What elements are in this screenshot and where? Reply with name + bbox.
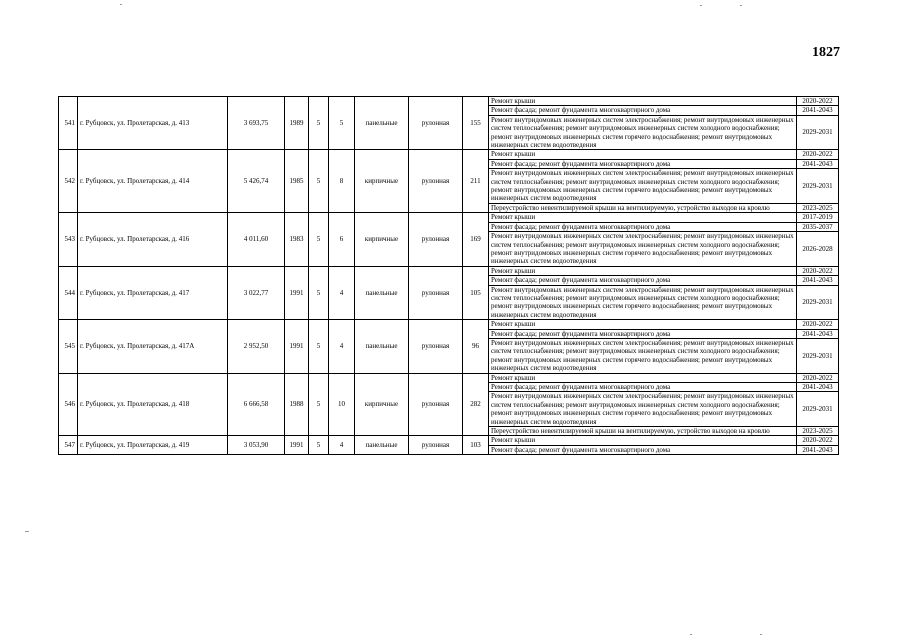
roof-type-cell: рулонная <box>409 97 463 150</box>
entrances-cell: 8 <box>329 150 355 213</box>
page-number: 1827 <box>812 45 840 60</box>
year-cell: 1988 <box>285 373 309 436</box>
residents-cell: 105 <box>463 266 489 319</box>
floors-cell: 5 <box>309 150 329 213</box>
work-description-cell: Ремонт внутридомовых инженерных систем электроснабжения; ремонт внутридомовых инженерных систем теплоснабжения; ремонт внутридомовых инженерных систем холодного водоснабжения; ремонт внутридомовых инженерных систем горячего водоснабжения; ремонт внутридомовых инженерных систем водоотведения <box>489 285 797 320</box>
roof-type-cell: рулонная <box>409 436 463 455</box>
area-cell: 3 022,77 <box>228 266 285 319</box>
work-period-cell: 2029-2031 <box>797 285 839 320</box>
work-period-cell: 2029-2031 <box>797 338 839 373</box>
work-description-cell: Ремонт фасада; ремонт фундамента многоквартирного дома <box>489 106 797 115</box>
work-period-cell: 2035-2037 <box>797 222 839 231</box>
wall-material-cell: панельные <box>355 320 409 373</box>
wall-material-cell: панельные <box>355 97 409 150</box>
work-description-cell: Ремонт фасада; ремонт фундамента многоквартирного дома <box>489 445 797 454</box>
year-cell: 1991 <box>285 320 309 373</box>
work-description-cell: Ремонт фасада; ремонт фундамента многоквартирного дома <box>489 222 797 231</box>
work-description-cell: Ремонт внутридомовых инженерных систем электроснабжения; ремонт внутридомовых инженерных систем теплоснабжения; ремонт внутридомовых инженерных систем холодного водоснабжения; ремонт внутридомовых инженерных систем горячего водоснабжения; ремонт внутридомовых инженерных систем водоотведения <box>489 338 797 373</box>
table-body <box>59 97 839 455</box>
work-description-cell: Ремонт внутридомовых инженерных систем электроснабжения; ремонт внутридомовых инженерных систем теплоснабжения; ремонт внутридомовых инженерных систем холодного водоснабжения; ремонт внутридомовых инженерных систем горячего водоснабжения; ремонт внутридомовых инженерных систем водоотведения <box>489 169 797 204</box>
row-number: 543 <box>59 213 78 266</box>
residents-cell: 96 <box>463 320 489 373</box>
roof-type-cell: рулонная <box>409 373 463 436</box>
address-cell: г. Рубцовск, ул. Пролетарская, д. 413 <box>78 97 228 150</box>
row-number: 545 <box>59 320 78 373</box>
wall-material-cell: панельные <box>355 266 409 319</box>
table-row <box>59 436 839 445</box>
work-period-cell: 2041-2043 <box>797 276 839 285</box>
work-description-cell: Переустройство невентилируемой крыши на вентилируемую, устройство выходов на кровлю <box>489 203 797 212</box>
table-row <box>59 320 839 329</box>
floors-cell: 5 <box>309 436 329 455</box>
floors-cell: 5 <box>309 373 329 436</box>
address-cell: г. Рубцовск, ул. Пролетарская, д. 417А <box>78 320 228 373</box>
entrances-cell: 6 <box>329 213 355 266</box>
residents-cell: 155 <box>463 97 489 150</box>
work-period-cell: 2041-2043 <box>797 329 839 338</box>
year-cell: 1989 <box>285 97 309 150</box>
table-row <box>59 213 839 222</box>
work-description-cell: Ремонт внутридомовых инженерных систем электроснабжения; ремонт внутридомовых инженерных систем теплоснабжения; ремонт внутридомовых инженерных систем холодного водоснабжения; ремонт внутридомовых инженерных систем горячего водоснабжения; ремонт внутридомовых инженерных систем водоотведения <box>489 392 797 427</box>
floors-cell: 5 <box>309 320 329 373</box>
table-row <box>59 97 839 106</box>
row-number: 542 <box>59 150 78 213</box>
address-cell: г. Рубцовск, ул. Пролетарская, д. 417 <box>78 266 228 319</box>
row-number: 546 <box>59 373 78 436</box>
year-cell: 1985 <box>285 150 309 213</box>
residents-cell: 282 <box>463 373 489 436</box>
area-cell: 6 666,58 <box>228 373 285 436</box>
work-period-cell: 2041-2043 <box>797 106 839 115</box>
work-period-cell: 2023-2025 <box>797 427 839 436</box>
address-cell: г. Рубцовск, ул. Пролетарская, д. 414 <box>78 150 228 213</box>
work-description-cell: Ремонт внутридомовых инженерных систем электроснабжения; ремонт внутридомовых инженерных систем теплоснабжения; ремонт внутридомовых инженерных систем холодного водоснабжения; ремонт внутридомовых инженерных систем горячего водоснабжения; ремонт внутридомовых инженерных систем водоотведения <box>489 232 797 267</box>
entrances-cell: 10 <box>329 373 355 436</box>
work-period-cell: 2020-2022 <box>797 373 839 382</box>
scan-speck <box>25 531 29 532</box>
work-period-cell: 2041-2043 <box>797 445 839 454</box>
work-description-cell: Ремонт фасада; ремонт фундамента многоквартирного дома <box>489 276 797 285</box>
work-description-cell: Ремонт крыши <box>489 150 797 159</box>
residents-cell: 211 <box>463 150 489 213</box>
area-cell: 5 426,74 <box>228 150 285 213</box>
work-period-cell: 2020-2022 <box>797 150 839 159</box>
work-description-cell: Ремонт фасада; ремонт фундамента многоквартирного дома <box>489 159 797 168</box>
wall-material-cell: кирпичные <box>355 373 409 436</box>
entrances-cell: 4 <box>329 320 355 373</box>
work-period-cell: 2020-2022 <box>797 436 839 445</box>
work-description-cell: Ремонт крыши <box>489 436 797 445</box>
work-description-cell: Переустройство невентилируемой крыши на вентилируемую, устройство выходов на кровлю <box>489 427 797 436</box>
work-description-cell: Ремонт крыши <box>489 213 797 222</box>
address-cell: г. Рубцовск, ул. Пролетарская, д. 419 <box>78 436 228 455</box>
entrances-cell: 5 <box>329 97 355 150</box>
work-description-cell: Ремонт крыши <box>489 373 797 382</box>
row-number: 541 <box>59 97 78 150</box>
work-description-cell: Ремонт крыши <box>489 266 797 275</box>
scan-speck <box>120 4 122 5</box>
roof-type-cell: рулонная <box>409 150 463 213</box>
work-description-cell: Ремонт крыши <box>489 320 797 329</box>
residents-cell: 169 <box>463 213 489 266</box>
work-description-cell: Ремонт крыши <box>489 97 797 106</box>
area-cell: 4 011,60 <box>228 213 285 266</box>
roof-type-cell: рулонная <box>409 266 463 319</box>
floors-cell: 5 <box>309 266 329 319</box>
work-period-cell: 2020-2022 <box>797 320 839 329</box>
work-period-cell: 2026-2028 <box>797 232 839 267</box>
scan-speck <box>740 5 742 6</box>
work-description-cell: Ремонт фасада; ремонт фундамента многоквартирного дома <box>489 383 797 392</box>
floors-cell: 5 <box>309 97 329 150</box>
address-cell: г. Рубцовск, ул. Пролетарская, д. 418 <box>78 373 228 436</box>
work-period-cell: 2029-2031 <box>797 115 839 150</box>
scan-speck <box>760 634 762 635</box>
area-cell: 3 053,90 <box>228 436 285 455</box>
area-cell: 3 693,75 <box>228 97 285 150</box>
floors-cell: 5 <box>309 213 329 266</box>
work-period-cell: 2029-2031 <box>797 169 839 204</box>
work-period-cell: 2017-2019 <box>797 213 839 222</box>
scan-speck <box>700 5 702 6</box>
work-period-cell: 2023-2025 <box>797 203 839 212</box>
row-number: 544 <box>59 266 78 319</box>
row-number: 547 <box>59 436 78 455</box>
area-cell: 2 952,50 <box>228 320 285 373</box>
wall-material-cell: панельные <box>355 436 409 455</box>
year-cell: 1983 <box>285 213 309 266</box>
scan-speck <box>690 634 692 635</box>
year-cell: 1991 <box>285 436 309 455</box>
table-row <box>59 150 839 159</box>
capital-repair-table <box>58 96 839 455</box>
wall-material-cell: кирпичные <box>355 213 409 266</box>
work-description-cell: Ремонт фасада; ремонт фундамента многоквартирного дома <box>489 329 797 338</box>
work-description-cell: Ремонт внутридомовых инженерных систем электроснабжения; ремонт внутридомовых инженерных систем теплоснабжения; ремонт внутридомовых инженерных систем холодного водоснабжения; ремонт внутридомовых инженерных систем горячего водоснабжения; ремонт внутридомовых инженерных систем водоотведения <box>489 115 797 150</box>
year-cell: 1991 <box>285 266 309 319</box>
address-cell: г. Рубцовск, ул. Пролетарская, д. 416 <box>78 213 228 266</box>
entrances-cell: 4 <box>329 436 355 455</box>
table-row <box>59 266 839 275</box>
work-period-cell: 2020-2022 <box>797 97 839 106</box>
residents-cell: 103 <box>463 436 489 455</box>
work-period-cell: 2029-2031 <box>797 392 839 427</box>
table-row <box>59 373 839 382</box>
work-period-cell: 2041-2043 <box>797 159 839 168</box>
wall-material-cell: кирпичные <box>355 150 409 213</box>
work-period-cell: 2041-2043 <box>797 383 839 392</box>
work-period-cell: 2020-2022 <box>797 266 839 275</box>
entrances-cell: 4 <box>329 266 355 319</box>
roof-type-cell: рулонная <box>409 320 463 373</box>
roof-type-cell: рулонная <box>409 213 463 266</box>
